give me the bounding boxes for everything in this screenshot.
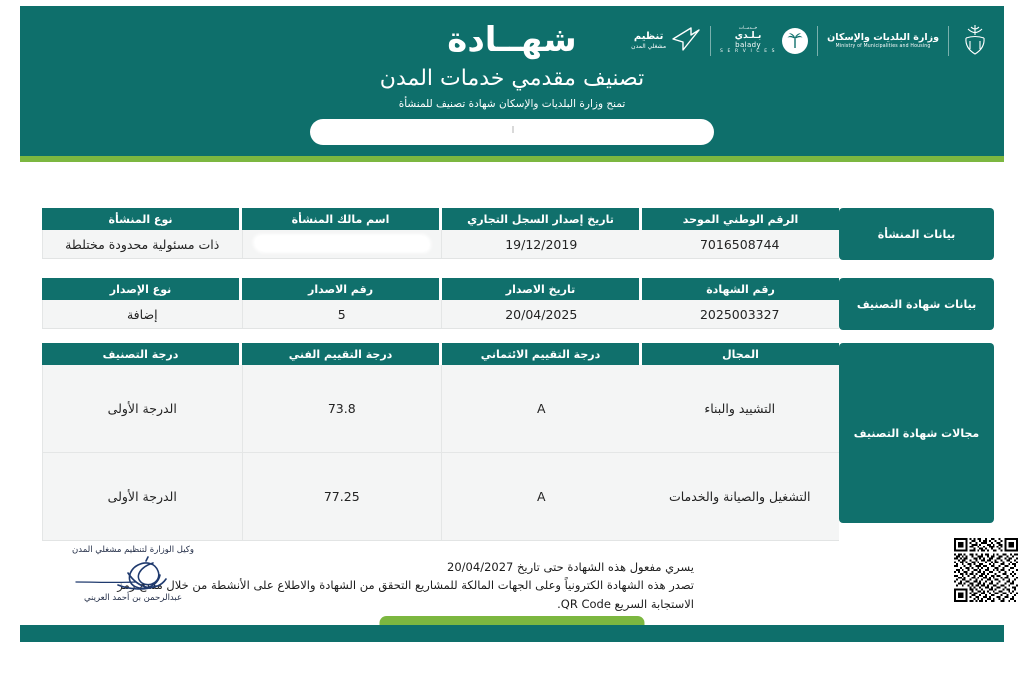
cell-cr-issue-date: 19/12/2019 xyxy=(441,230,641,258)
section-certificate-data xyxy=(30,278,994,330)
tanzim-name-ar: تنظيم xyxy=(633,31,664,43)
table-body xyxy=(42,230,839,259)
table-classification-fields xyxy=(42,343,839,523)
footer-bar xyxy=(20,625,1004,642)
section-establishment-data xyxy=(30,208,994,260)
cell-establishment-type: ذات مسئولية محدودة مختلطة xyxy=(42,230,242,258)
cell-classification-grade: الدرجة الأولى xyxy=(42,453,242,540)
balady-name-ar: بـلـدي xyxy=(734,31,762,42)
cell-national-number: 7016508744 xyxy=(699,236,780,252)
cell-classification-grade: الدرجة الأولى xyxy=(42,365,242,452)
cell-field: التشييد والبناء xyxy=(704,401,776,416)
section-label-fields: مجالات شهادة التصنيف xyxy=(839,343,994,523)
column-header-certificate-number: رقم الشهادة xyxy=(642,278,839,300)
column-header-technical-rating: درجة التقييم الفني xyxy=(242,343,439,365)
table-body xyxy=(42,300,839,329)
column-header-issue-type: نوع الإصدار xyxy=(42,278,239,300)
establishment-name-field xyxy=(310,119,714,145)
column-header-classification-grade: درجة التصنيف xyxy=(42,343,239,365)
redaction-mark xyxy=(512,126,514,133)
cell-technical-rating: 73.8 xyxy=(242,365,442,452)
ministry-name-en: Ministry of Municipalities and Housing xyxy=(835,43,931,49)
table-row xyxy=(42,365,839,452)
column-header-issue-number: رقم الاصدار xyxy=(242,278,439,300)
table-header-row xyxy=(42,278,839,300)
table-certificate-data xyxy=(42,278,839,330)
section-label-establishment: بيانات المنشأة xyxy=(839,208,994,260)
cell-issue-number: 5 xyxy=(242,300,442,328)
cell-credit-rating: A xyxy=(441,365,641,452)
table-header-row xyxy=(42,343,839,365)
column-header-field: المجال xyxy=(642,343,839,365)
validity-line-1: يسري مفعول هذه الشهادة حتى تاريخ 20/04/2027 xyxy=(447,560,694,574)
column-header-issue-date: تاريخ الاصدار xyxy=(442,278,639,300)
section-label-certificate: بيانات شهادة التصنيف xyxy=(839,278,994,330)
cell-credit-rating: A xyxy=(441,453,641,540)
cell-issue-type: إضافة xyxy=(42,300,242,328)
qr-code[interactable] xyxy=(954,538,1018,602)
table-establishment-data xyxy=(42,208,839,260)
page-title: شهــادة xyxy=(447,20,577,60)
certificate-header xyxy=(20,6,1004,156)
page-note: تمنح وزارة البلديات والإسكان شهادة تصنيف للمنشأة xyxy=(398,98,626,110)
redaction-overlay xyxy=(255,236,430,251)
balady-name-latin: balady xyxy=(735,41,762,50)
table-body xyxy=(42,365,839,541)
header-accent-strip xyxy=(20,156,1004,162)
table-header-row xyxy=(42,208,839,230)
column-header-establishment-type: نوع المنشأة xyxy=(42,208,239,230)
section-classification-fields xyxy=(30,343,994,523)
cell-field: التشغيل والصيانة والخدمات xyxy=(668,489,811,504)
signature-mark-icon xyxy=(38,555,228,595)
cell-owner-name xyxy=(242,230,442,258)
column-header-national-number: الرقم الوطني الموحد xyxy=(642,208,839,230)
cell-issue-date: 20/04/2025 xyxy=(441,300,641,328)
tanzim-subtitle: مشغلي المدن xyxy=(631,43,667,51)
balady-services-text: S E R V I C E S xyxy=(720,48,777,54)
column-header-credit-rating: درجة التقييم الائتماني xyxy=(442,343,639,365)
table-row xyxy=(42,230,839,258)
balady-top-text: خــدمــات xyxy=(738,26,758,32)
cell-technical-rating: 77.25 xyxy=(242,453,442,540)
table-row xyxy=(42,300,839,328)
signature-name: عبدالرحمن بن أحمد العريني xyxy=(83,593,183,603)
page-subtitle: تصنيف مقدمي خدمات المدن xyxy=(379,66,645,91)
signature-block xyxy=(38,545,228,603)
signature-title: وكيل الوزارة لتنظيم مشغلي المدن xyxy=(72,545,194,555)
validity-line-2: تصدر هذه الشهادة الكترونياً وعلى الجهات المالكة للمشاريع التحقق من الشهادة والاطلاع على الأنشطة من خلال مسح رمز الاستجابة السريع QR Code. xyxy=(117,578,694,611)
column-header-cr-issue-date: تاريخ إصدار السجل التجاري xyxy=(442,208,639,230)
table-row xyxy=(42,452,839,540)
cell-certificate-number: 2025003327 xyxy=(699,306,780,322)
column-header-owner-name: اسم مالك المنشأة xyxy=(242,208,439,230)
ministry-name-ar: وزارة البلديات والإسكان xyxy=(827,31,939,43)
